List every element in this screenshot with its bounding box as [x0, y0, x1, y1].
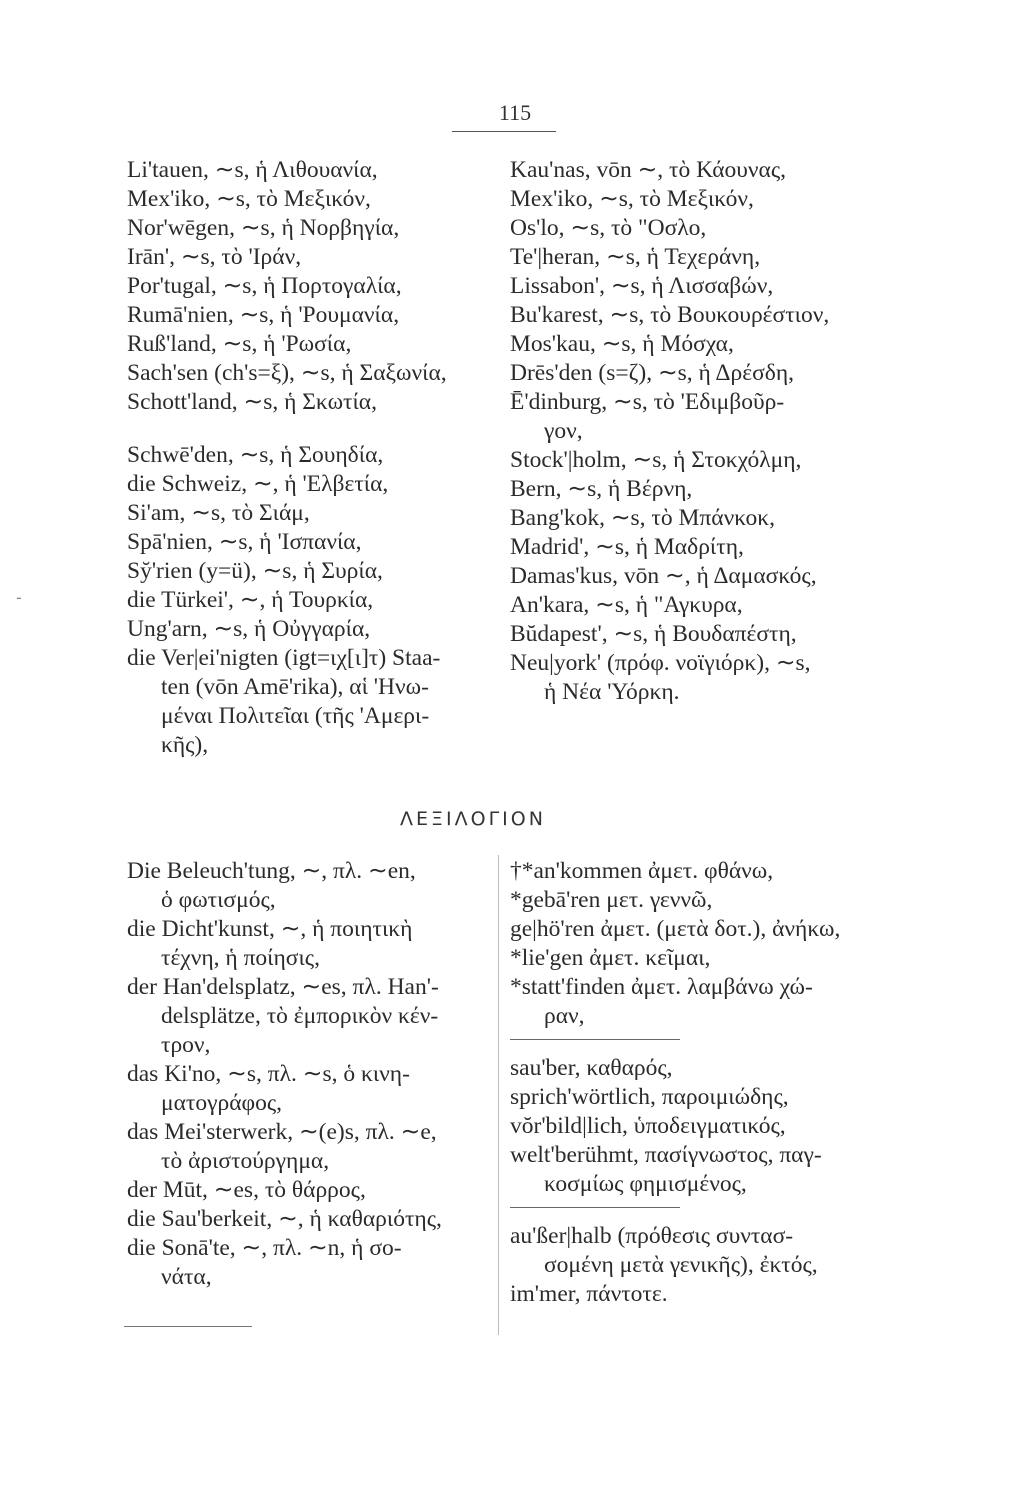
entry-line: Damas'kus, vōn ∼, ἡ Δαμασκός,: [510, 563, 817, 589]
entry-line: Irān', ∼s, τὸ 'Ιράν,: [127, 244, 302, 270]
vocabulary-heading: ΛΕΞΙΛΟΓΙΟΝ: [400, 808, 546, 830]
entry-line: σομένη μετὰ γενικῆς), ἐκτός,: [544, 1252, 818, 1278]
entry-line: ten (vōn Amē'rika), αἱ 'Ηνω-: [161, 674, 429, 700]
entry-line: *gebā'ren μετ. γεννῶ,: [510, 887, 713, 913]
entry-line: die Türkei', ∼, ἡ Τουρκία,: [127, 587, 374, 613]
column-divider: [498, 855, 499, 1335]
entry-line: Bang'kok, ∼s, τὸ Μπάνκοκ,: [510, 505, 775, 531]
entry-line: ὁ φωτισμός,: [161, 887, 276, 913]
entry-line: γον,: [544, 418, 583, 444]
entry-line: Schwē'den, ∼s, ἡ Σουηδία,: [127, 442, 384, 468]
entry-line: Por'tugal, ∼s, ἡ Πορτογαλία,: [127, 273, 402, 299]
entry-line: νάτα,: [161, 1264, 212, 1290]
entry-line: ge|hö'ren ἀμετ. (μετὰ δοτ.), ἀνήκω,: [510, 916, 841, 942]
entry-line: ματογράφος,: [161, 1090, 283, 1116]
vocabulary-group: [510, 1222, 890, 1309]
entry-line: Madrid', ∼s, ἡ Μαδρίτη,: [510, 534, 744, 560]
entry-line: welt'berühmt, πασίγνωστος, παγ-: [510, 1142, 822, 1168]
entry-line: τρον,: [161, 1032, 211, 1058]
entry-line: Lissabon', ∼s, ἡ Λισσαβών,: [510, 273, 774, 299]
entry-line: die Sau'berkeit, ∼, ἡ καθαριότης,: [127, 1206, 442, 1232]
entry-line: Die Beleuch'tung, ∼, πλ. ∼en,: [127, 858, 416, 884]
vocabulary-group: [510, 1054, 890, 1199]
entry-line: Te'|heran, ∼s, ἡ Τεχεράνη,: [510, 244, 761, 270]
entry-line: Bern, ∼s, ἡ Βέρνη,: [510, 476, 693, 502]
entry-line: κοσμίως φημισμένος,: [544, 1171, 747, 1197]
entry-line: Stock'|holm, ∼s, ἡ Στοκχόλμη,: [510, 447, 802, 473]
entry-line: Os'lo, ∼s, τὸ "Οσλο,: [510, 215, 707, 241]
entry-line: Nor'wēgen, ∼s, ἡ Νορβηγία,: [127, 215, 400, 241]
margin-mark: -: [16, 588, 22, 607]
entry-line: Si'am, ∼s, τὸ Σιάμ,: [127, 500, 310, 526]
entry-line: Li'tauen, ∼s, ἡ Λιθουανία,: [127, 157, 378, 183]
entry-line: Drēs'den (s=ζ), ∼s, ἡ Δρέσδη,: [510, 360, 795, 386]
entry-line: An'kara, ∼s, ἡ "Αγκυρα,: [510, 592, 743, 618]
entry-line: Mex'iko, ∼s, τὸ Μεξικόν,: [510, 186, 754, 212]
entry-line: Spā'nien, ∼s, ἡ 'Ισπανία,: [127, 529, 362, 555]
entry-line: das Ki'no, ∼s, πλ. ∼s, ὁ κινη-: [127, 1061, 410, 1087]
vocabulary-group: [510, 857, 890, 1031]
entry-line: †*an'kommen ἀμετ. φθάνω,: [510, 858, 774, 884]
entry-line: die Dicht'kunst, ∼, ἡ ποιητικὴ: [127, 916, 413, 942]
entry-line: Ē'dinburg, ∼s, τὸ 'Εδιμβοῦρ-: [510, 389, 785, 415]
group-separator-rule: [510, 1207, 680, 1208]
vocabulary-nouns-column: [127, 857, 497, 1292]
entry-line: *lie'gen ἀμετ. κεῖμαι,: [510, 945, 711, 971]
entry-line: der Han'delsplatz, ∼es, πλ. Han'-: [127, 974, 439, 1000]
entry-line: ραν,: [544, 1003, 585, 1029]
page-number: 115: [498, 100, 532, 125]
entry-line: Ung'arn, ∼s, ἡ Οὐγγαρία,: [127, 616, 371, 642]
entry-line: Ruß'land, ∼s, ἡ 'Ρωσία,: [127, 331, 352, 357]
place-names-left-column: [127, 156, 497, 760]
entry-line: Kau'nas, vōn ∼, τὸ Κάουνας,: [510, 157, 787, 183]
entry-line: μέναι Πολιτεῖαι (τῆς 'Αμερι-: [161, 703, 430, 729]
entry-line: delsplätze, τὸ ἐμπορικὸν κέν-: [161, 1003, 439, 1029]
entry-line: vŏr'bild|lich, ὑποδειγματικός,: [510, 1113, 786, 1139]
vocabulary-words-column: [510, 857, 890, 1309]
entry-line: die Schweiz, ∼, ἡ 'Ελβετία,: [127, 471, 389, 497]
entry-line: das Mei'sterwerk, ∼(e)s, πλ. ∼e,: [127, 1119, 437, 1145]
page-number-rule: [452, 131, 556, 132]
entry-line: au'ßer|halb (πρόθεσις συντασ-: [510, 1223, 794, 1249]
entry-line: τὸ ἀριστούργημα,: [161, 1148, 330, 1174]
entry-line: Sach'sen (ch's=ξ), ∼s, ἡ Σαξωνία,: [127, 360, 447, 386]
entry-line: die Sonā'te, ∼, πλ. ∼n, ἡ σο-: [127, 1235, 402, 1261]
end-rule: [124, 1326, 252, 1327]
entry-line: Schott'land, ∼s, ἡ Σκωτία,: [127, 389, 377, 415]
entry-line: Rumā'nien, ∼s, ἡ 'Ρουμανία,: [127, 302, 400, 328]
entry-line: τέχνη, ἡ ποίησις,: [161, 945, 320, 971]
entry-line: Mex'iko, ∼s, τὸ Μεξικόν,: [127, 186, 371, 212]
entry-line: κῆς),: [161, 732, 209, 758]
entry-line: Mos'kau, ∼s, ἡ Μόσχα,: [510, 331, 734, 357]
entry-line: im'mer, πάντοτε.: [510, 1281, 668, 1307]
entry-line: Sy̆'rien (y=ü), ∼s, ἡ Συρία,: [127, 558, 383, 584]
entry-gap: [127, 417, 497, 441]
entry-line: die Ver|ei'nigten (igt=ιχ[ι]τ) Staa-: [127, 645, 441, 671]
place-names-right-column: [510, 156, 890, 707]
entry-line: *statt'finden ἀμετ. λαμβάνω χώ-: [510, 974, 813, 1000]
entry-line: Neu|york' (πρόφ. νοϊγιόρκ), ∼s,: [510, 650, 811, 676]
entry-line: ἡ Νέα 'Υόρκη.: [544, 679, 680, 705]
entry-line: sau'ber, καθαρός,: [510, 1055, 673, 1081]
entry-line: sprich'wörtlich, παροιμιώδης,: [510, 1084, 789, 1110]
group-separator-rule: [510, 1039, 680, 1040]
entry-line: der Mūt, ∼es, τὸ θάρρος,: [127, 1177, 366, 1203]
entry-line: Bŭdapest', ∼s, ἡ Βουδαπέστη,: [510, 621, 797, 647]
entry-line: Bu'karest, ∼s, τὸ Βουκουρέστιον,: [510, 302, 830, 328]
